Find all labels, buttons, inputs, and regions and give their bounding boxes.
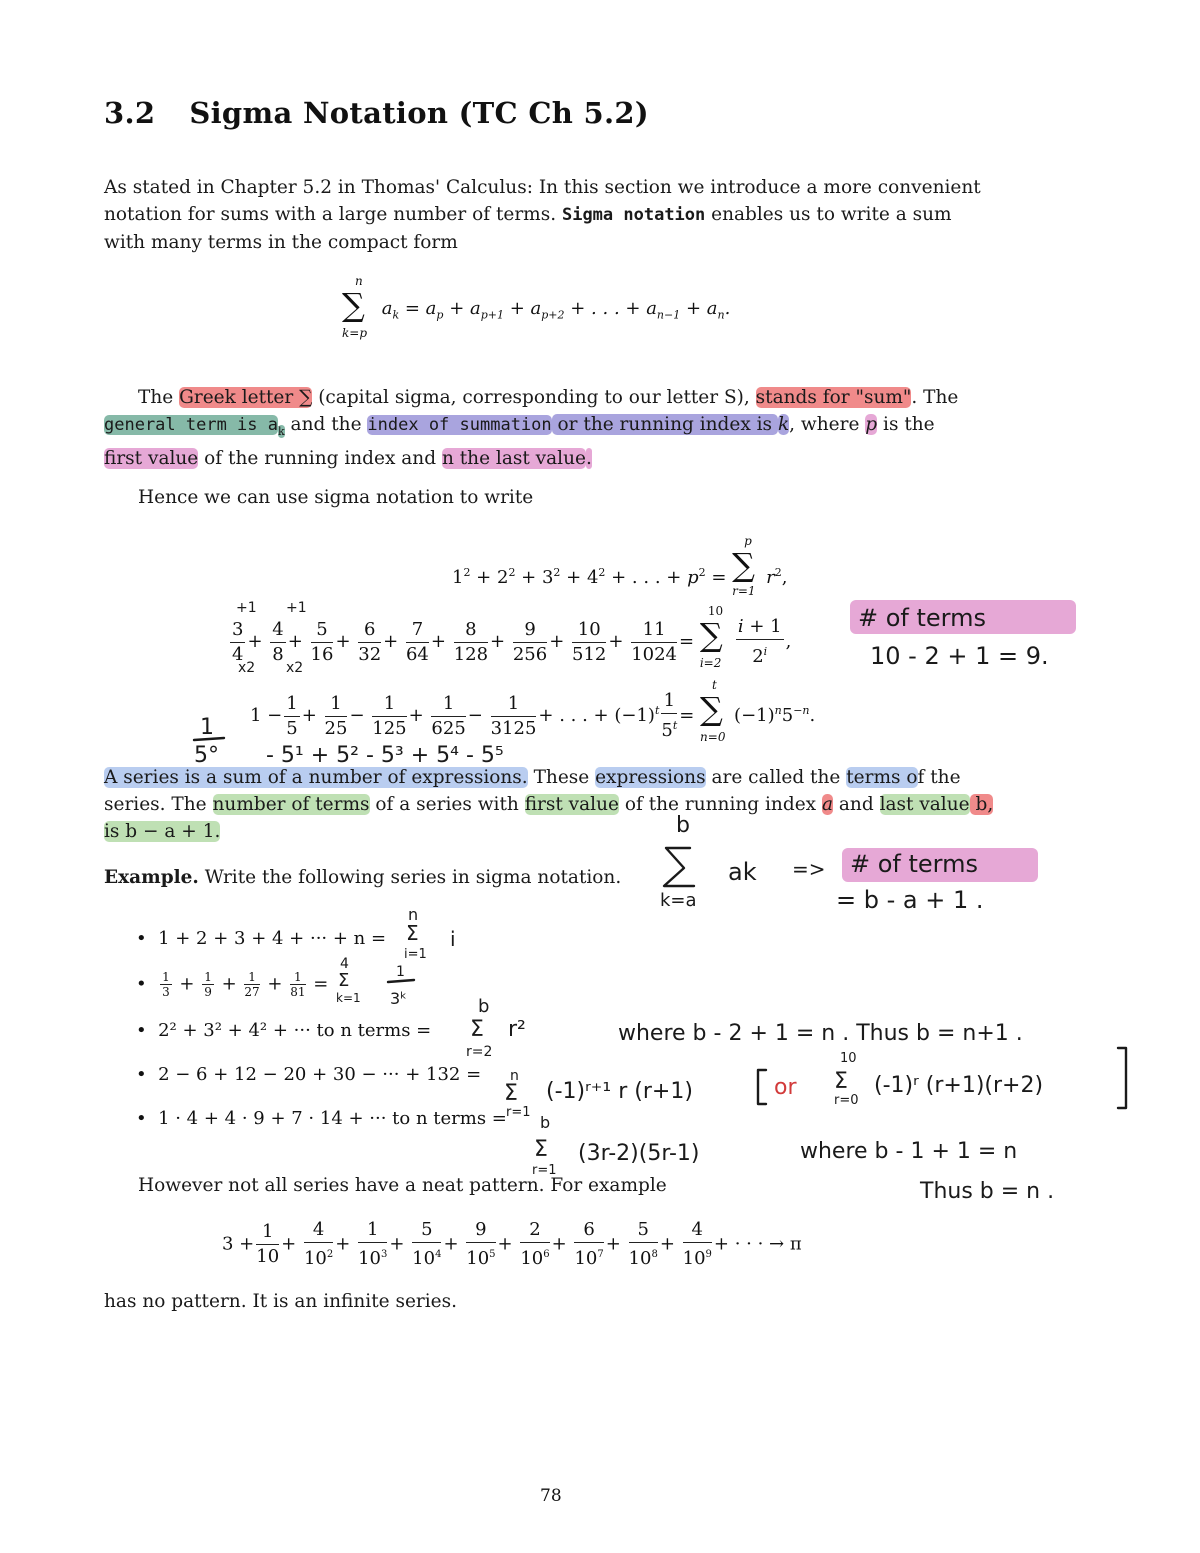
svg-text:b: b — [540, 1113, 551, 1132]
highlight-last-value-2: last value — [879, 794, 970, 815]
highlight-expressions: expressions — [595, 767, 706, 788]
terms-label-1: # of terms — [858, 604, 987, 632]
hence-line: Hence we can use sigma notation to write — [138, 487, 534, 508]
highlight-series-definition: A series is a sum of a number of expressions. — [104, 767, 528, 788]
svg-text:k=1: k=1 — [336, 991, 361, 1005]
svg-text:Σ: Σ — [406, 921, 419, 945]
section-heading: Sigma Notation (TC Ch 5.2) — [189, 96, 649, 130]
svg-text:r²: r² — [508, 1017, 526, 1042]
svg-text:i: i — [450, 927, 456, 951]
svg-text:k=a: k=a — [660, 890, 697, 911]
svg-text:x2: x2 — [286, 660, 304, 676]
page-number: 78 — [540, 1486, 562, 1506]
svg-text:4: 4 — [340, 956, 349, 972]
svg-text:=>: => — [792, 857, 826, 881]
sigma-definition-equation: n ∑ k=p $a_k = a_p + a_{p+1} + a_{p+2}$ + . . . + $a_{n-1} + a_n$. — [342, 274, 731, 340]
terms-count-2: = b - a + 1 . — [836, 886, 984, 914]
svg-text:(-1)ʳ⁺¹ r (r+1): (-1)ʳ⁺¹ r (r+1) — [546, 1079, 693, 1104]
sigma-notation-term: Sigma notation — [561, 205, 706, 225]
bullet-4-answer — [504, 1048, 1126, 1120]
svg-text:n: n — [510, 1068, 519, 1084]
general-sum-note — [660, 813, 826, 911]
terms-label-2: # of terms — [850, 850, 979, 878]
example-label: Example. — [104, 867, 199, 888]
svg-text:r=0: r=0 — [834, 1093, 859, 1108]
svg-text:(-1)ʳ (r+1)(r+2): (-1)ʳ (r+1)(r+2) — [874, 1073, 1044, 1098]
svg-text:1: 1 — [396, 964, 405, 980]
svg-text:or: or — [774, 1075, 797, 1100]
svg-text:+1: +1 — [286, 600, 307, 616]
svg-text:ak: ak — [728, 858, 757, 886]
pi-series-equation: 3 + $\frac{1}{10}$ + $\frac{4}{10^2}$ + $\frac{1}{10^3}$ + $\frac{5}{10^4}$ + $\frac{9}{10^5}$ + $\frac{2}{10^6}$ + $\frac{6}{10^7}$ + $\frac{5}{10^8}$ + $\frac{4}{10^9}$ + · · · → π — [222, 1219, 802, 1269]
bullet-1-answer — [404, 905, 456, 962]
svg-text:b: b — [676, 813, 690, 838]
highlight-general-term: general term is a — [104, 415, 278, 435]
svg-text:n: n — [408, 905, 419, 924]
bullet-1: • 1 + 2 + 3 + 4 + ··· + n = — [136, 928, 387, 949]
highlight-first-value: first value — [104, 447, 199, 469]
highlight-a: a — [821, 794, 833, 815]
alternating-series-equation: 1 − $\frac{1}{5}$ + $\frac{1}{25}$ − $\frac{1}{125}$ + $\frac{1}{625}$ − $\frac{1}{3125}$ + . . . + $(-1)^t$ $\frac{1}{5^t}$ = t ∑ n=0 $(-1)^n5^{-n}$. — [250, 678, 816, 744]
multiplier-notes — [236, 600, 307, 676]
intro-line-2: notation for sums with a large number of terms. Sigma notation enables us to write a sum — [104, 204, 952, 225]
svg-text:+1: +1 — [236, 600, 257, 616]
svg-text:Thus b = n .: Thus b = n . — [920, 1179, 1055, 1204]
bullet-5: • 1 · 4 + 4 · 9 + 7 · 14 + ··· to n terms = — [136, 1108, 507, 1129]
highlight-index-of-summation: index of summation — [367, 415, 552, 435]
svg-text:- 5¹ + 5² - 5³ + 5⁴ - 5⁵: - 5¹ + 5² - 5³ + 5⁴ - 5⁵ — [266, 743, 504, 768]
highlight-number-of-terms: number of terms — [212, 794, 370, 815]
highlight-p: p — [865, 414, 878, 435]
svg-text:x2: x2 — [238, 660, 256, 676]
fraction-series-equation: $\frac{3}{4}$ + $\frac{4}{8}$ + $\frac{5}{16}$ + $\frac{6}{32}$ + $\frac{7}{64}$ + $\frac{8}{128}$ + $\frac{9}{256}$ + $\frac{10}{512}$ + $\frac{11}{1024}$ = 10 ∑ i=2 $\frac{i + 1}{2^i}$ , — [232, 604, 792, 670]
svg-text:Σ: Σ — [834, 1069, 848, 1094]
bullet-3: • 2² + 3² + 4² + ··· to n terms = — [136, 1020, 432, 1041]
bullet-2-answer — [336, 956, 414, 1008]
however-line: However not all series have a neat pattern. For example — [138, 1175, 667, 1196]
sum-of-squares-equation: $1^2 + 2^2 + 3^2 + 4^2$ + . . . + $p^2$ = p ∑ r=1 $r^2$, — [452, 534, 788, 598]
svg-text:i=1: i=1 — [404, 947, 427, 962]
svg-text:r=1: r=1 — [532, 1163, 557, 1178]
svg-text:Σ: Σ — [470, 1017, 484, 1042]
svg-text:1: 1 — [200, 715, 214, 740]
highlight-b-minus-a-plus-1: is b − a + 1. — [104, 821, 221, 842]
svg-text:10: 10 — [840, 1051, 857, 1066]
intro-line-1: As stated in Chapter 5.2 in Thomas' Calculus: In this section we introduce a more convenient — [104, 177, 981, 198]
bullet-5-answer — [532, 1113, 1054, 1204]
no-pattern-line: has no pattern. It is an infinite series. — [104, 1291, 457, 1312]
svg-text:b: b — [478, 996, 490, 1017]
highlight-stands-for-sum: stands for "sum" — [755, 387, 912, 408]
highlight-terms: terms o — [846, 767, 918, 788]
highlight-last-value: n the last value — [441, 447, 586, 469]
svg-text:3ᵏ: 3ᵏ — [390, 989, 407, 1008]
svg-text:where b - 2 + 1 = n . Thus b: where b - 2 + 1 = n . Thus b = n+1 . — [618, 1021, 1023, 1046]
intro-line-3: with many terms in the compact form — [104, 232, 458, 253]
bullet-4: • 2 − 6 + 12 − 20 + 30 − ··· + 132 = — [136, 1064, 482, 1085]
svg-text:Σ: Σ — [504, 1081, 518, 1106]
svg-text:r=1: r=1 — [506, 1105, 531, 1120]
example-line: Example. Write the following series in sigma notation. — [104, 867, 622, 888]
power-of-five-notes — [194, 715, 504, 768]
highlight-greek-letter: Greek letter ∑ — [179, 387, 313, 408]
highlight-first-value-2: first value — [524, 794, 619, 815]
section-number: 3.2 — [104, 96, 156, 130]
terms-count-1: 10 - 2 + 1 = 9. — [870, 642, 1049, 670]
svg-text:Σ: Σ — [534, 1137, 548, 1162]
svg-text:r=2: r=2 — [466, 1044, 493, 1060]
bullet-2: • $\frac{1}{3}$ + $\frac{1}{9}$ + $\frac{1}{27}$ + $\frac{1}{81}$ = — [136, 970, 329, 999]
series-paragraph: A series is a sum of a number of expressions. These expressions are called the terms of the series. The number of terms of a series with first value of the running index a and last value b, is b − a + 1. — [104, 767, 994, 842]
greek-letter-paragraph: The Greek letter ∑ (capital sigma, corresponding to our letter S), stands for "sum". The general term is $a_k$ and the index of summation or the running index is k, where p is the first value of the running index and n the last value. — [104, 387, 959, 469]
svg-text:(3r-2)(5r-1): (3r-2)(5r-1) — [578, 1141, 700, 1166]
svg-text:5°: 5° — [194, 743, 219, 768]
bullet-3-answer — [466, 996, 1023, 1060]
svg-text:Σ: Σ — [338, 970, 350, 991]
svg-text:where b - 1 + 1 = n: where b - 1 + 1 = n — [800, 1139, 1018, 1164]
